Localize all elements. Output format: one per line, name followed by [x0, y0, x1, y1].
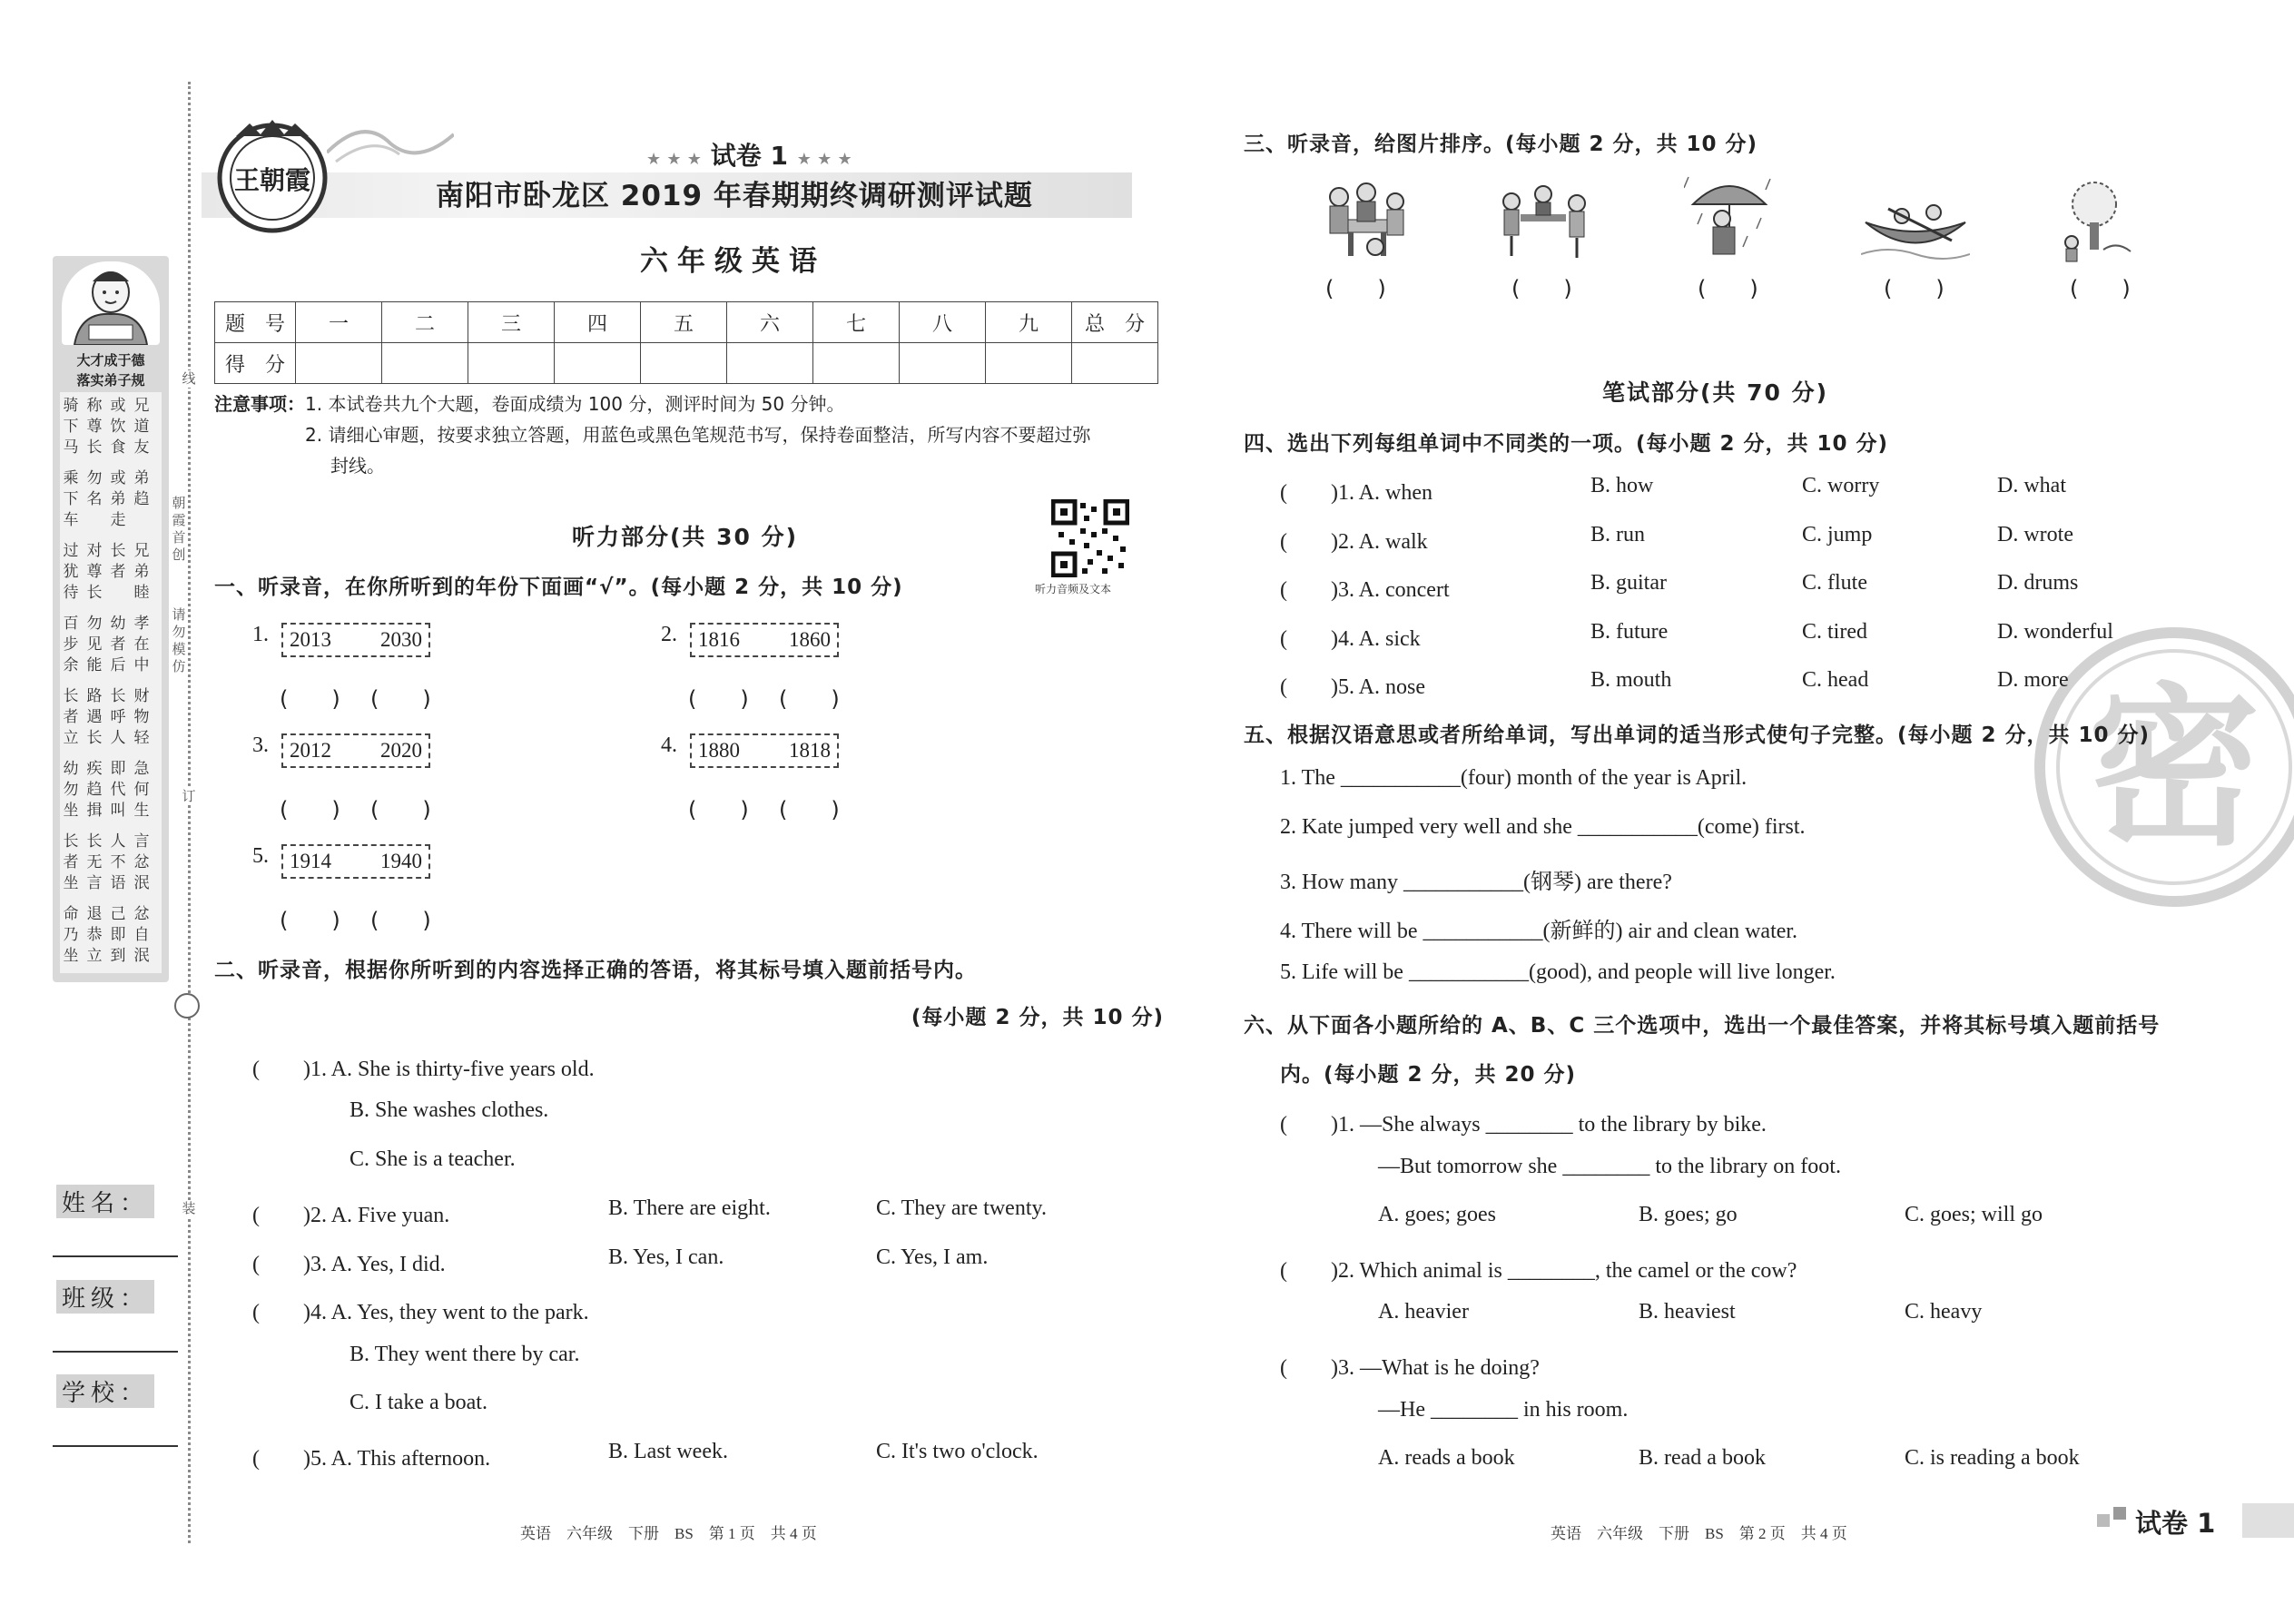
question-2-3[interactable]: ( )3. A. Yes, I did.: [252, 1253, 446, 1276]
note-1: 1. 本试卷共九个大题，卷面成绩为 100 分，测评时间为 50 分钟。: [305, 393, 845, 415]
school-label: 学校：: [56, 1374, 154, 1408]
picture-2-children-study: [1493, 182, 1593, 263]
binding-strip: [53, 256, 169, 982]
word-question[interactable]: ( )5. A. nose: [1280, 675, 1425, 699]
fill-in-sentence[interactable]: 4. There will be ___________(新鲜的) air and clean water.: [1280, 919, 1798, 943]
rules-column: 兄弟睦: [133, 542, 150, 602]
rules-column: 或饮食: [110, 397, 126, 457]
note-2: 2. 请细心审题，按要求独立答题，用蓝色或黑色笔规范书写，保持卷面整洁，所写内容不要超过弥: [305, 424, 1091, 446]
score-input-cell[interactable]: [555, 343, 641, 384]
question-6-1[interactable]: ( )1. —She always ________ to the library by bike.: [1280, 1113, 1767, 1137]
score-input-cell[interactable]: [468, 343, 555, 384]
word-question[interactable]: ( )3. A. concert: [1280, 578, 1450, 602]
picture-answer-paren[interactable]: ( ): [1325, 276, 1386, 301]
question-2-1[interactable]: ( )1. A. She is thirty-five years old.: [252, 1058, 595, 1081]
section-4-title: 四、选出下列每组单词中不同类的一项。(每小题 2 分，共 10 分): [1244, 432, 1889, 456]
option-b: B. Yes, I can.: [608, 1245, 724, 1269]
year-box: [281, 623, 430, 657]
rules-column: 急何生: [133, 760, 150, 820]
option-c: C. heavy: [1905, 1300, 1983, 1324]
class-label: 班级：: [56, 1280, 154, 1314]
rules-column: 长呼人: [110, 687, 126, 747]
qr-code[interactable]: [1051, 499, 1129, 577]
class-field[interactable]: [53, 1351, 178, 1353]
vertical-note-1: 朝霞首创: [172, 495, 186, 563]
picture-3-umbrella-rain: [1684, 168, 1775, 263]
score-input-cell[interactable]: [382, 343, 468, 384]
score-header-cell: 九: [986, 302, 1072, 343]
rules-column: 乘下车: [63, 469, 79, 529]
corner-shade: [2242, 1503, 2294, 1538]
year-option-b: 1860: [789, 628, 831, 651]
name-field[interactable]: [53, 1255, 178, 1257]
rules-column: 长者: [110, 542, 126, 581]
question-6-1-line2: —But tomorrow she ________ to the library on foot.: [1378, 1155, 1841, 1178]
option-a: A. heavier: [1378, 1300, 1469, 1324]
notes-block: [214, 389, 1167, 481]
word-option: B. future: [1590, 619, 1669, 644]
fill-in-sentence[interactable]: 2. Kate jumped very well and she ___________(come) first.: [1280, 814, 1806, 839]
answer-paren-a[interactable]: ( ): [280, 797, 340, 822]
word-option: C. tired: [1802, 619, 1867, 644]
year-item-number: 4.: [661, 733, 677, 757]
score-header-label: 题 号: [215, 302, 296, 343]
year-item-number: 2.: [661, 623, 677, 646]
answer-paren-a[interactable]: ( ): [280, 686, 340, 712]
picture-4-boat-rowing: [1861, 191, 1970, 263]
section-3-title: 三、听录音，给图片排序。(每小题 2 分，共 10 分): [1244, 133, 1758, 156]
rules-column: 称尊长: [86, 397, 103, 457]
score-row-label: 得 分: [215, 343, 296, 384]
name-label: 姓名：: [56, 1185, 154, 1218]
option-a: A. reads a book: [1378, 1446, 1515, 1470]
answer-paren-b[interactable]: ( ): [779, 686, 840, 712]
rules-column: 对尊长: [86, 542, 103, 602]
school-field[interactable]: [53, 1445, 178, 1447]
score-input-cell[interactable]: [986, 343, 1072, 384]
section-1-title: 一、听录音，在你所听到的年份下面画“√”。(每小题 2 分，共 10 分): [214, 576, 903, 599]
rules-column: 忿自泯: [133, 905, 150, 965]
word-option: D. what: [1997, 474, 2066, 497]
fill-in-sentence[interactable]: 1. The ___________(four) month of the year is April.: [1280, 766, 1748, 790]
rules-column: 过犹待: [63, 542, 79, 602]
rules-column: 长者坐: [63, 832, 79, 892]
option-b: B. There are eight.: [608, 1196, 771, 1220]
rules-column: 退恭立: [86, 905, 103, 965]
rules-column: 百步余: [63, 615, 79, 674]
vertical-note-2: 请勿模仿: [172, 606, 186, 674]
section-5-title: 五、根据汉语意思或者所给单词，写出单词的适当形式使句子完整。(每小题 2 分，共 10 分): [1244, 723, 2151, 747]
corner-deco-1: [2097, 1514, 2110, 1527]
score-header-cell: 六: [727, 302, 813, 343]
answer-paren-b[interactable]: ( ): [779, 797, 840, 822]
picture-1-family-meal: [1312, 174, 1421, 265]
option-c: C. Yes, I am.: [876, 1245, 989, 1269]
score-header-cell: 三: [468, 302, 555, 343]
binding-dotted-line: [188, 82, 191, 1543]
year-item-number: 1.: [252, 623, 269, 646]
answer-paren-a[interactable]: ( ): [688, 797, 749, 822]
year-box: [690, 623, 839, 657]
option-b: B. heaviest: [1639, 1300, 1736, 1324]
score-header-cell: 总 分: [1072, 302, 1158, 343]
question-6-2[interactable]: ( )2. Which animal is ________, the camel or the cow?: [1280, 1259, 1797, 1283]
word-option: B. how: [1590, 474, 1654, 497]
question-2-4[interactable]: ( )4. A. Yes, they went to the park.: [252, 1301, 589, 1324]
score-header-cell: 七: [813, 302, 900, 343]
option-b: B. They went there by car.: [350, 1343, 580, 1366]
option-c: C. I take a boat.: [350, 1391, 487, 1414]
question-2-5[interactable]: ( )5. A. This afternoon.: [252, 1447, 491, 1471]
motto-line-1: 大才成于德: [76, 352, 145, 369]
rules-column: 人不语: [110, 832, 126, 892]
corner-deco-2: [2113, 1507, 2126, 1520]
score-header-cell: 一: [296, 302, 382, 343]
year-item-number: 5.: [252, 844, 269, 868]
year-option-a: 2013: [290, 628, 331, 651]
rules-column: 弟趋: [133, 469, 150, 508]
score-header-cell: 二: [382, 302, 468, 343]
corner-label: 试卷 1: [2135, 1508, 2216, 1539]
picture-answer-paren[interactable]: ( ): [2070, 276, 2131, 301]
score-table: [214, 301, 1158, 384]
logo-emblem: [213, 116, 331, 234]
score-header-cell: 四: [555, 302, 641, 343]
watermark-text: 密: [2087, 668, 2261, 869]
watermark-seal: [2024, 617, 2294, 917]
rules-column: 勿见能: [86, 615, 103, 674]
word-question[interactable]: ( )4. A. sick: [1280, 626, 1421, 651]
question-6-3[interactable]: ( )3. —What is he doing?: [1280, 1356, 1540, 1380]
section-2-title: 二、听录音，根据你所听到的内容选择正确的答语，将其标号填入题前括号内。: [214, 959, 977, 982]
option-c: C. It's two o'clock.: [876, 1440, 1039, 1463]
word-option: B. run: [1590, 522, 1645, 546]
option-a: A. goes; goes: [1378, 1203, 1496, 1226]
question-2-2[interactable]: ( )2. A. Five yuan.: [252, 1204, 450, 1227]
word-option: B. guitar: [1590, 571, 1667, 595]
option-c: C. They are twenty.: [876, 1196, 1047, 1220]
option-c: C. She is a teacher.: [350, 1147, 516, 1171]
score-input-cell[interactable]: [1072, 343, 1158, 384]
rules-column: 或弟走: [110, 469, 126, 529]
year-box: [281, 733, 430, 768]
rules-column: 己即到: [110, 905, 126, 965]
series-label: ★ ★ ★ 试卷 1 ★ ★ ★: [646, 141, 852, 171]
year-option-b: 1818: [789, 739, 831, 762]
rules-column: 即代叫: [110, 760, 126, 820]
answer-paren-a[interactable]: ( ): [688, 686, 749, 712]
rules-text: [60, 392, 162, 973]
year-item-number: 3.: [252, 733, 269, 757]
binding-hole: [174, 993, 200, 1019]
score-header-cell: 五: [641, 302, 727, 343]
word-question[interactable]: ( )2. A. walk: [1280, 529, 1428, 554]
option-b: B. She washes clothes.: [350, 1098, 549, 1122]
listening-header: 听力部分(共 30 分): [572, 524, 799, 550]
rules-column: 长无言: [86, 832, 103, 892]
word-option: D. wonderful: [1997, 619, 2113, 644]
option-c: C. is reading a book: [1905, 1446, 2080, 1470]
section-2-score: (每小题 2 分，共 10 分): [911, 1006, 1164, 1029]
word-option: D. wrote: [1997, 522, 2073, 546]
note-2b: 封线。: [330, 455, 385, 477]
fill-in-sentence[interactable]: 5. Life will be ___________(good), and people will live longer.: [1280, 960, 1836, 984]
rules-column: 路遇长: [86, 687, 103, 747]
notes-label: 注意事项：: [214, 393, 305, 415]
scholar-portrait: [62, 261, 160, 345]
rules-column: 长者立: [63, 687, 79, 747]
word-option: C. worry: [1802, 474, 1880, 497]
year-option-a: 1816: [698, 628, 740, 651]
rules-column: 孝在中: [133, 615, 150, 674]
picture-5-tree-scene: [2053, 177, 2135, 263]
word-option: B. mouth: [1590, 668, 1672, 692]
year-option-a: 1880: [698, 739, 740, 762]
score-input-cell[interactable]: [727, 343, 813, 384]
section-6-title: 六、从下面各小题所给的 A、B、C 三个选项中，选出一个最佳答案，并将其标号填入题前括号: [1244, 1014, 2161, 1038]
picture-answer-paren[interactable]: ( ): [1884, 276, 1944, 301]
word-option: C. jump: [1802, 522, 1873, 546]
ribbon-decoration: [327, 116, 454, 171]
rules-column: 命乃坐: [63, 905, 79, 965]
option-c: C. goes; will go: [1905, 1203, 2043, 1226]
rules-column: 言忿泯: [133, 832, 150, 892]
word-question[interactable]: ( )1. A. when: [1280, 481, 1433, 505]
score-header-cell: 八: [900, 302, 986, 343]
rules-column: 疾趋揖: [86, 760, 103, 820]
fill-in-sentence[interactable]: 3. How many ___________(钢琴) are there?: [1280, 871, 1672, 894]
picture-answer-paren[interactable]: ( ): [1698, 276, 1758, 301]
seal-mark-3: 装: [180, 1200, 198, 1217]
option-b: B. Last week.: [608, 1440, 728, 1463]
rules-column: 财物轻: [133, 687, 150, 747]
written-header: 笔试部分(共 70 分): [1602, 379, 1829, 406]
picture-answer-paren[interactable]: ( ): [1511, 276, 1572, 301]
year-option-b: 1940: [380, 850, 422, 872]
word-option: C. head: [1802, 668, 1869, 692]
rules-column: 幼勿坐: [63, 760, 79, 820]
answer-paren-b[interactable]: ( ): [370, 686, 431, 712]
word-option: D. drums: [1997, 571, 2079, 595]
year-box: [690, 733, 839, 768]
footer-left: 英语 六年级 下册 BS 第 1 页 共 4 页: [520, 1525, 817, 1542]
year-option-b: 2020: [380, 739, 422, 762]
year-option-b: 2030: [380, 628, 422, 651]
question-6-3-line2: —He ________ in his room.: [1378, 1398, 1629, 1422]
seal-mark-1: 线: [180, 370, 198, 388]
footer-right: 英语 六年级 下册 BS 第 2 页 共 4 页: [1551, 1525, 1847, 1542]
score-input-cell[interactable]: [813, 343, 900, 384]
answer-paren-a[interactable]: ( ): [280, 908, 340, 933]
answer-paren-b[interactable]: ( ): [370, 908, 431, 933]
rules-column: 勿名: [86, 469, 103, 508]
rules-column: 幼者后: [110, 615, 126, 674]
word-option: D. more: [1997, 668, 2069, 692]
section-6-title-2: 内。(每小题 2 分，共 20 分): [1280, 1063, 1577, 1087]
page-title: 南阳市卧龙区 2019 年春期期终调研测评试题: [436, 180, 1033, 212]
motto-line-2: 落实弟子规: [76, 372, 145, 389]
answer-paren-b[interactable]: ( ): [370, 797, 431, 822]
logo-text: 王朝霞: [233, 165, 311, 195]
year-box: [281, 844, 430, 879]
score-input-cell[interactable]: [900, 343, 986, 384]
page-subtitle: 六年级英语: [640, 245, 826, 278]
qr-caption: 听力音频及文本: [1035, 583, 1112, 595]
score-input-cell[interactable]: [641, 343, 727, 384]
rules-column: 骑下马: [63, 397, 79, 457]
option-b: B. goes; go: [1639, 1203, 1738, 1226]
option-b: B. read a book: [1639, 1446, 1766, 1470]
score-input-cell[interactable]: [296, 343, 382, 384]
year-option-a: 2012: [290, 739, 331, 762]
rules-column: 兄道友: [133, 397, 150, 457]
word-option: C. flute: [1802, 571, 1867, 595]
seal-mark-2: 订: [180, 788, 198, 805]
year-option-a: 1914: [290, 850, 331, 872]
